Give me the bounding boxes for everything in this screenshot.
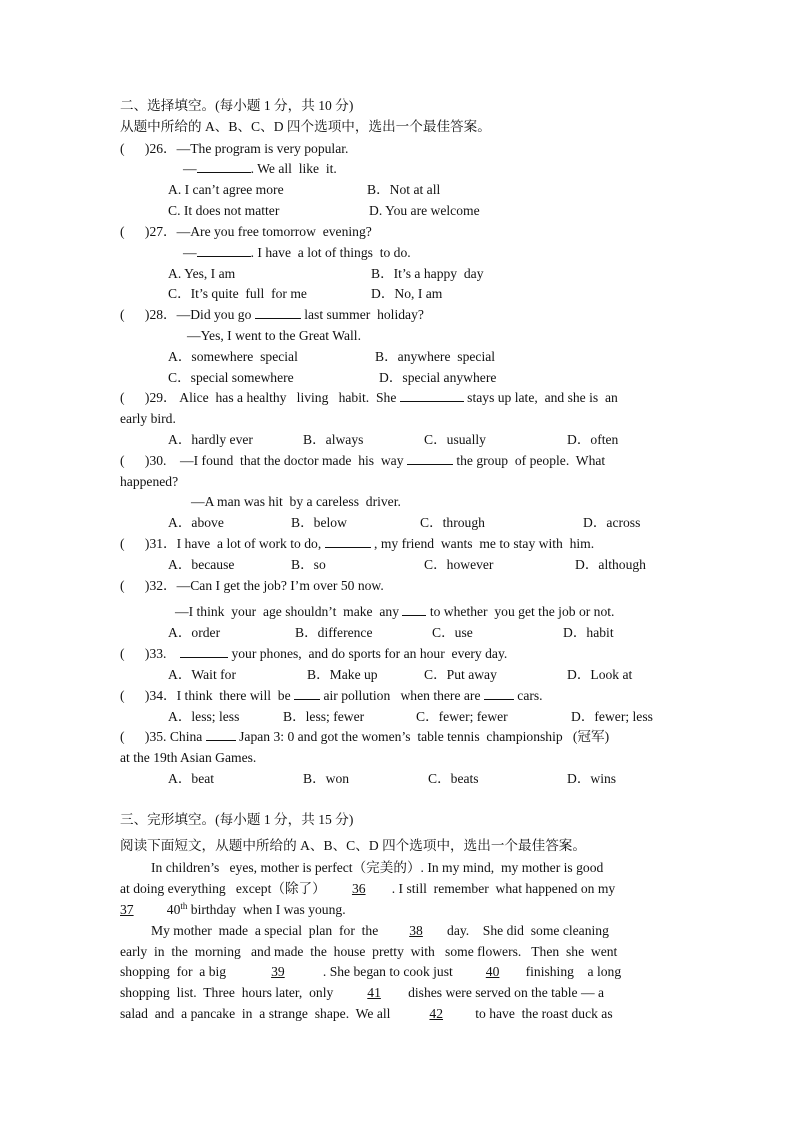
q30-stem-cont: happened? — [120, 474, 179, 489]
q29-option-a[interactable]: A．hardly ever — [168, 432, 253, 447]
answer-blank[interactable] — [402, 602, 426, 616]
q29-option-d[interactable]: D．often — [567, 432, 619, 447]
q28-option-c[interactable]: C．special somewhere — [168, 370, 294, 385]
q27-option-b[interactable]: B．It’s a happy day — [371, 266, 484, 281]
answer-blank[interactable] — [325, 534, 371, 548]
q28-option-a[interactable]: A．somewhere special — [168, 349, 298, 364]
cloze-blank-39[interactable]: 39 — [271, 964, 285, 979]
q26-option-a[interactable]: A. I can’t agree more — [168, 182, 284, 197]
cloze-blank-37[interactable]: 37 — [120, 902, 134, 917]
q26-reply: — . We all like it. — [183, 161, 337, 176]
q30-option-a[interactable]: A．above — [168, 515, 224, 530]
answer-blank[interactable] — [197, 243, 251, 257]
q28-reply: —Yes, I went to the Great Wall. — [187, 328, 361, 343]
q31-option-a[interactable]: A．because — [168, 557, 235, 572]
q30-reply: —A man was hit by a careless driver. — [191, 494, 401, 509]
answer-blank[interactable] — [180, 644, 228, 658]
passage-line: 37 40th birthday when I was young. — [120, 900, 346, 920]
answer-blank[interactable] — [407, 451, 453, 465]
q32-option-a[interactable]: A．order — [168, 625, 221, 640]
q35-option-b[interactable]: B．won — [303, 771, 350, 786]
q32-stem: ( )32．—Can I get the job? I’m over 50 now. — [120, 578, 384, 593]
section3-title: 三、完形填空。(每小题 1 分，共 15 分) — [120, 812, 354, 827]
q33-option-b[interactable]: B．Make up — [307, 667, 378, 682]
q34-stem: ( )34．I think there will be air pollution when there are cars. — [120, 688, 543, 703]
q31-option-d[interactable]: D．although — [575, 557, 646, 572]
q28-stem: ( )28．—Did you go last summer holiday? — [120, 307, 424, 322]
q27-reply: — . I have a lot of things to do. — [183, 245, 411, 260]
passage-line: In children’s eyes, mother is perfect（完美的）. In my mind, my mother is good — [151, 860, 604, 875]
answer-blank[interactable] — [400, 388, 464, 402]
answer-blank[interactable] — [206, 727, 236, 741]
q29-option-b[interactable]: B．always — [303, 432, 364, 447]
q35-option-a[interactable]: A．beat — [168, 771, 215, 786]
q27-option-a[interactable]: A. Yes, I am — [168, 266, 236, 281]
q27-option-d[interactable]: D．No, I am — [371, 286, 443, 301]
q26-stem: ( )26．—The program is very popular. — [120, 141, 349, 156]
q28-option-b[interactable]: B．anywhere special — [375, 349, 496, 364]
q26-option-d[interactable]: D. You are welcome — [369, 203, 480, 218]
passage-line: salad and a pancake in a strange shape. We all 42 to have the roast duck as — [120, 1004, 613, 1024]
q35-stem-cont: at the 19th Asian Games. — [120, 750, 257, 765]
q29-option-c[interactable]: C．usually — [424, 432, 486, 447]
q31-option-c[interactable]: C．however — [424, 557, 494, 572]
q35-option-c[interactable]: C．beats — [428, 771, 479, 786]
q26-option-c[interactable]: C. It does not matter — [168, 203, 280, 218]
cloze-blank-40[interactable]: 40 — [485, 964, 500, 979]
cloze-blank-38[interactable]: 38 — [409, 923, 423, 938]
section2-instruction: 从题中所给的 A、B、C、D 四个选项中，选出一个最佳答案。 — [120, 119, 491, 134]
q34-option-a[interactable]: A．less; less — [168, 709, 240, 724]
q34-option-b[interactable]: B．less; fewer — [283, 709, 365, 724]
q33-option-a[interactable]: A．Wait for — [168, 667, 236, 682]
q27-option-c[interactable]: C．It’s quite full for me — [168, 286, 307, 301]
passage-line: shopping list. Three hours later, only 41 dishes were served on the table — a — [120, 983, 604, 1003]
q32-option-c[interactable]: C．use — [432, 625, 473, 640]
q32-option-b[interactable]: B．difference — [295, 625, 373, 640]
q28-option-d[interactable]: D．special anywhere — [379, 370, 497, 385]
q35-stem: ( )35. China Japan 3: 0 and got the women’s table tennis championship (冠军) — [120, 729, 610, 744]
q34-option-d[interactable]: D．fewer; less — [571, 709, 653, 724]
answer-blank[interactable] — [197, 159, 251, 173]
q33-stem: ( )33. your phones, and do sports for an hour every day. — [120, 646, 508, 661]
q29-stem: ( )29． Alice has a healthy living habit. She stays up late, and she is an — [120, 390, 618, 405]
q30-stem: ( )30. —I found that the doctor made his way the group of people. What — [120, 453, 606, 468]
q35-option-d[interactable]: D．wins — [567, 771, 617, 786]
q32-reply: —I think your age shouldn’t make any to whether you get the job or not. — [175, 604, 615, 619]
answer-blank[interactable] — [484, 686, 514, 700]
answer-blank[interactable] — [255, 305, 301, 319]
cloze-blank-42[interactable]: 42 — [429, 1006, 444, 1021]
section2-title: 二、选择填空。(每小题 1 分，共 10 分) — [120, 98, 354, 113]
answer-blank[interactable] — [294, 686, 320, 700]
q26-option-b[interactable]: B．Not at all — [367, 182, 441, 197]
cloze-blank-41[interactable]: 41 — [367, 985, 381, 1000]
q30-option-d[interactable]: D．across — [583, 515, 641, 530]
q34-option-c[interactable]: C．fewer; fewer — [416, 709, 508, 724]
cloze-blank-36[interactable]: 36 — [351, 881, 366, 896]
passage-line: shopping for a big 39 . She began to cook just 40 finishing a long — [120, 962, 621, 982]
q30-option-b[interactable]: B．below — [291, 515, 347, 530]
passage-line: My mother made a special plan for the 38 day. She did some cleaning — [151, 921, 609, 941]
passage-line: at doing everything except（除了） 36 . I still remember what happened on my — [120, 879, 615, 899]
section3-instruction: 阅读下面短文，从题中所给的 A、B、C、D 四个选项中，选出一个最佳答案。 — [120, 838, 586, 853]
q33-option-c[interactable]: C．Put away — [424, 667, 497, 682]
q31-stem: ( )31．I have a lot of work to do, , my friend wants me to stay with him. — [120, 536, 595, 551]
q30-option-c[interactable]: C．through — [420, 515, 485, 530]
q29-stem-cont: early bird. — [120, 411, 176, 426]
passage-line: early in the morning and made the house pretty with some flowers. Then she went — [120, 944, 618, 959]
q27-stem: ( )27．—Are you free tomorrow evening? — [120, 224, 372, 239]
q32-option-d[interactable]: D．habit — [563, 625, 614, 640]
q31-option-b[interactable]: B．so — [291, 557, 326, 572]
q33-option-d[interactable]: D．Look at — [567, 667, 633, 682]
